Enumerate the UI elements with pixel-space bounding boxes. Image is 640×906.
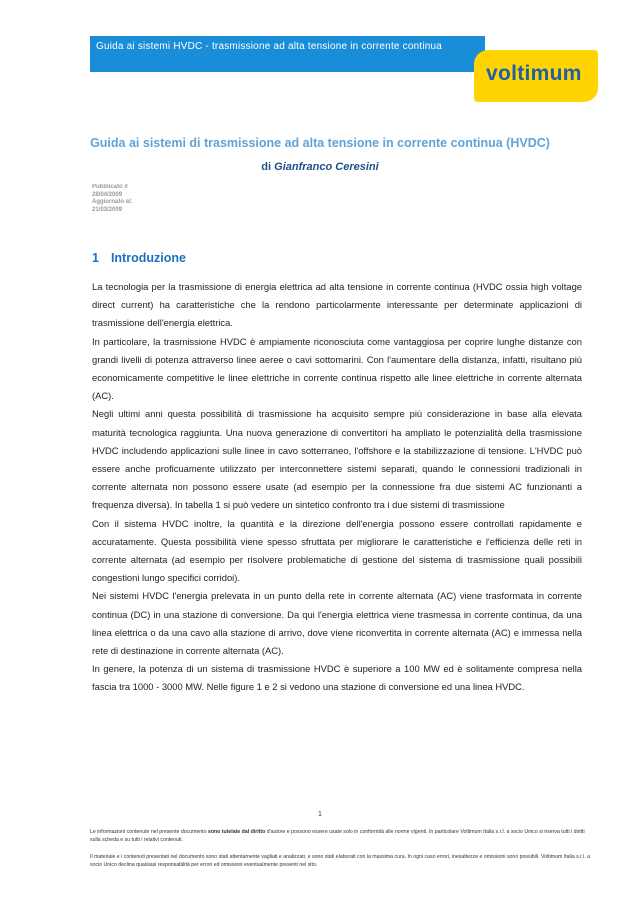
paragraph: La tecnologia per la trasmissione di energia elettrica ad alta tensione in corrente continua (HVDC ossia high voltage direct current) ha caratteristiche che la rendono particolarmente interessante per determinate applicazioni di trasmissione dell'energia elettrica. [92, 281, 582, 329]
body-text [92, 278, 582, 697]
byline [0, 161, 640, 173]
header-banner [90, 36, 485, 72]
section-title: Introduzione [110, 251, 186, 265]
section-heading [92, 251, 186, 265]
meta-updated-date: 21/03/2009 [92, 206, 123, 213]
author-name: Gianfranco Ceresini [274, 161, 379, 173]
paragraph: In particolare, la trasmissione HVDC è ampiamente riconosciuta come vantaggiosa per coprire lunghe distanze con grandi livelli di potenza attraverso linee aeree o cavi sottomarini. Con l'aumentare della distanza, infatti, risultano più economicamente competitive le linee elettriche in corrente continua rispetto alle linee elettriche in corrente alternata (AC). [92, 335, 582, 402]
paragraph: Negli ultimi anni questa possibilità di trasmissione ha acquisito sempre più considerazione in base alla elevata maturità tecnologica raggiunta. Una nuova generazione di convertitori ha ampliato le potenzialità della trasmissione HVDC includendo applicazioni sulle linee in cavo sotterraneo, l'offshore e la stabilizzazione di tensione. L'HVDC può essere anche proficuamente utilizzato per interconnettere sistemi separati, quando le connessioni tradizionali in corrente alternata non possono essere usate (ad esempio per la connessione fra due sistemi AC funzionanti a frequenza diversa). In tabella 1 si può vedere un sintetico confronto tra i due sistemi di trasmissione [92, 408, 582, 511]
footer-text: Le informazioni contenute nel presente documento [90, 829, 208, 835]
meta-updated-label: Aggiornato al: [92, 199, 133, 205]
logo-text: voltimum [486, 62, 582, 85]
publication-meta [92, 184, 162, 214]
footer-text: d'autore e possono essere usate solo in conformità alle norme vigenti. In particolare Voltimum Italia s.r.l. a socio Unico si riserva tutti i diritti sulla scheda e su tutti i relativi contenuti. [90, 829, 585, 843]
meta-published-date: 28/04/2009 [92, 191, 123, 198]
page-number: 1 [318, 811, 322, 818]
byline-prefix: di [261, 161, 272, 173]
meta-published-label: Pubblicato il [92, 184, 128, 190]
document-title: Guida ai sistemi di trasmissione ad alta tensione in corrente continua (HVDC) [90, 136, 550, 150]
paragraph: In genere, la potenza di un sistema di trasmissione HVDC è superiore a 100 MW ed è solitamente compresa nella fascia tra 1000 - 3000 MW. Nelle figure 1 e 2 si vedono una stazione di conversione ed una linea HVDC. [92, 663, 582, 693]
voltimum-logo [474, 50, 598, 102]
footer-copyright [90, 828, 590, 844]
paragraph: Con il sistema HVDC inoltre, la quantità e la direzione dell'energia possono essere controllati rapidamente e accuratamente. Questa possibilità viene spesso sfruttata per migliorare le caratteristiche e l'efficienza delle reti in corrente alternata (ad esempio per risolvere problematiche di gestione del sistema di trasmissione quali possibili congestioni lungo specifici corridoi). [92, 517, 582, 584]
footer-disclaimer: Il materiale e i contenuti presentati nel documento sono stati attentamente vagliati e analizzati, e sono stati elaborati con la massima cura. In ogni caso errori, inesattezze e omissioni sono possibili. Voltimum Italia s.r.l. a socio Unico declina qualsiasi responsabilità per errori ed omissioni eventualmente presenti nel sito. [90, 854, 590, 868]
footer-bold-text: sono tutelate dal diritto [207, 829, 266, 835]
banner-title: Guida ai sistemi HVDC - trasmissione ad alta tensione in corrente continua [96, 41, 443, 52]
section-number: 1 [92, 251, 99, 265]
paragraph: Nei sistemi HVDC l'energia prelevata in un punto della rete in corrente alternata (AC) viene trasformata in corrente continua (DC) in una stazione di conversione. Da qui l'energia elettrica viene trasmessa in corrente continua, da una linea elettrica o da una cavo alla stazione di arrivo, dove viene riconvertita in corrente alternata (AC) e immessa nella rete di destinazione in corrente alternata (AC). [92, 590, 582, 657]
